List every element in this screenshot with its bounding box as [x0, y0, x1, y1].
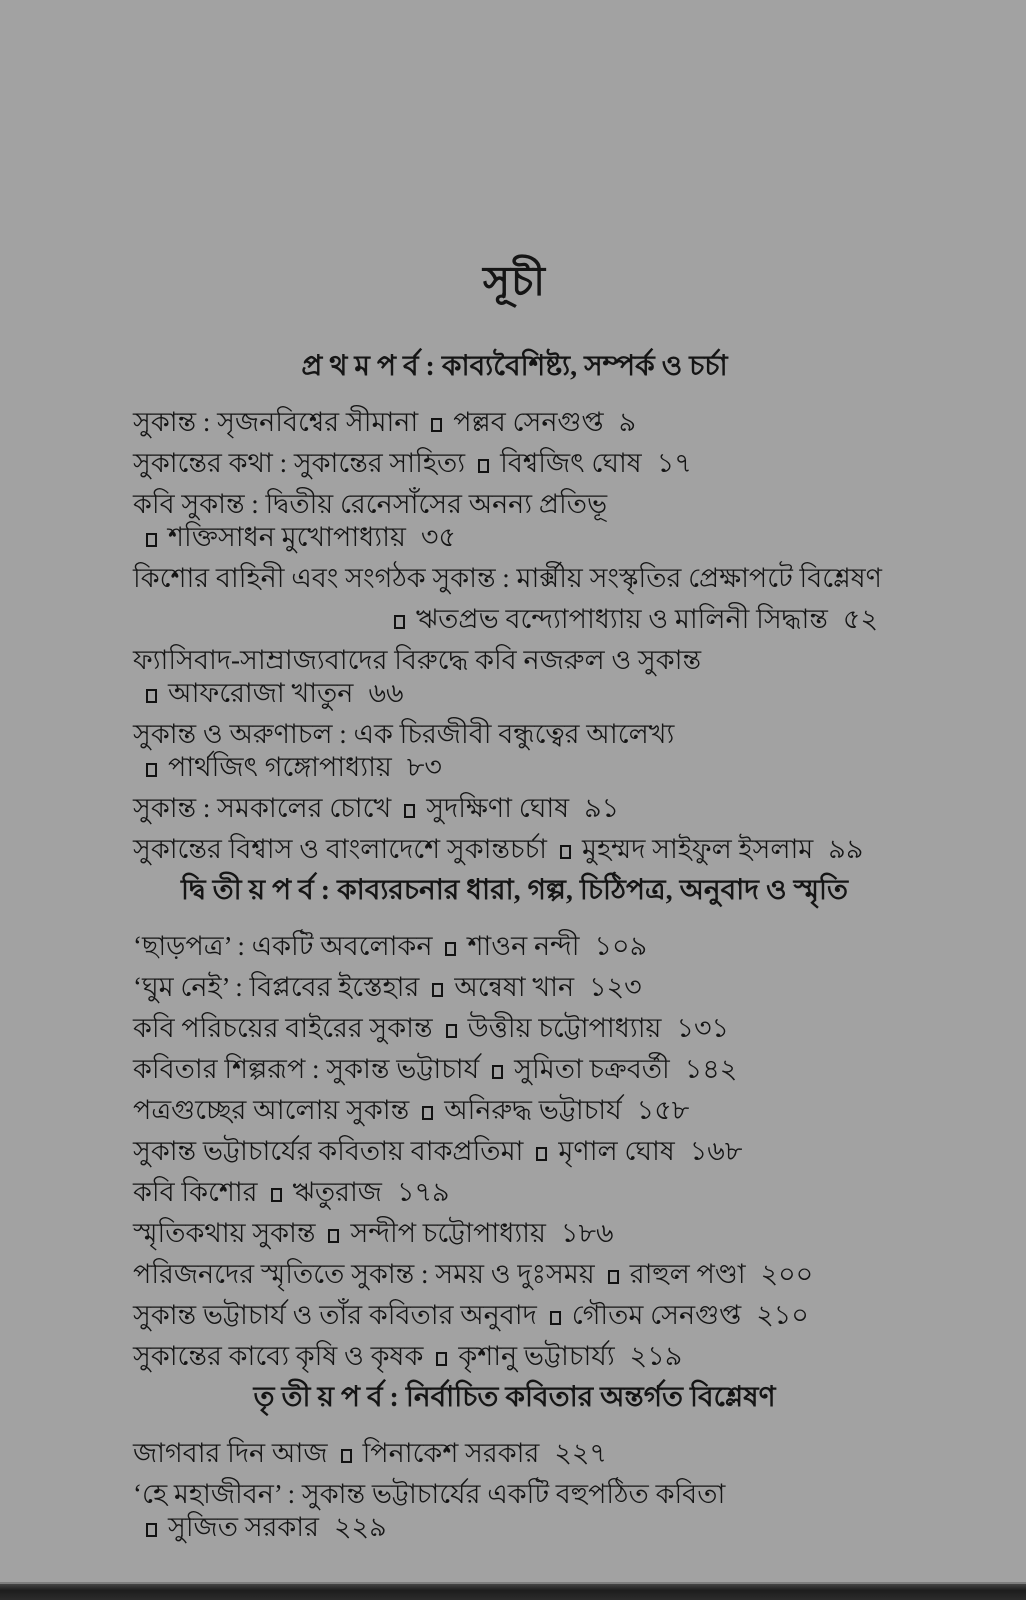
toc-content — [133, 256, 896, 1552]
toc-entry — [133, 930, 896, 963]
entry-page-number: ১৮৬ — [560, 1218, 614, 1248]
entry-page-number: ২১০ — [756, 1300, 809, 1330]
toc-entry — [133, 833, 896, 866]
toc-entry — [133, 1258, 896, 1291]
entry-page-number: ১৪২ — [684, 1054, 738, 1084]
toc-entry — [133, 1299, 896, 1332]
entry-author: সন্দীপ চট্টোপাধ্যায় — [350, 1218, 546, 1248]
toc-entry — [133, 1094, 896, 1127]
toc-section-1 — [133, 350, 896, 866]
entry-title: ফ্যাসিবাদ-সাম্রাজ্যবাদের বিরুদ্ধে কবি নজরুল ও সুকান্ত — [133, 645, 702, 675]
entry-page-number: ৯১ — [584, 793, 620, 823]
entry-author: মুহম্মদ সাইফুল ইসলাম — [582, 834, 814, 864]
entry-title: স্মৃতিকথায় সুকান্ত — [133, 1218, 316, 1248]
toc-entry — [133, 1340, 896, 1373]
square-bullet-icon — [341, 1449, 352, 1463]
section-header: প্র থ ম প র্ব : কাব্যবৈশিষ্ট্য, সম্পর্ক ও চর্চা — [301, 351, 728, 382]
entry-page-number: ১৫৮ — [636, 1095, 690, 1125]
entry-title: কিশোর বাহিনী এবং সংগঠক সুকান্ত : মার্ক্সীয় সংস্কৃতির প্রেক্ষাপটে বিশ্লেষণ — [133, 563, 882, 593]
square-bullet-icon — [560, 845, 571, 859]
entry-page-number: ২১৯ — [629, 1341, 683, 1371]
entry-author: কৃশানু ভট্টাচার্য্য — [458, 1341, 615, 1371]
entry-page-number: ১৬৮ — [689, 1136, 743, 1166]
entry-title: পরিজনদের স্মৃতিতে সুকান্ত : সময় ও দুঃসময় — [133, 1259, 595, 1289]
entry-title: সুকান্তের বিশ্বাস ও বাংলাদেশে সুকান্তচর্চা — [133, 834, 547, 864]
entry-title: সুকান্ত : সৃজনবিশ্বের সীমানা — [133, 407, 419, 437]
entry-title: সুকান্তের কথা : সুকান্তের সাহিত্য — [133, 448, 466, 478]
entry-page-number: ৮৩ — [406, 752, 442, 782]
entry-page-number: ৯ — [618, 407, 637, 437]
entry-title: সুকান্ত : সমকালের চোখে — [133, 793, 392, 823]
toc-entry — [133, 406, 896, 439]
entry-author: পিনাকেশ সরকার — [362, 1438, 540, 1468]
entry-author: শক্তিসাধন মুখোপাধ্যায় — [168, 522, 406, 552]
entry-author: সুজিত সরকার — [168, 1512, 319, 1542]
entry-title: পত্রগুচ্ছের আলোয় সুকান্ত — [133, 1095, 410, 1125]
entry-author: মৃণাল ঘোষ — [558, 1136, 675, 1166]
square-bullet-icon — [608, 1270, 619, 1284]
square-bullet-icon — [271, 1188, 282, 1202]
toc-entry — [133, 971, 896, 1004]
square-bullet-icon — [431, 418, 442, 432]
entry-page-number: ১০৯ — [594, 931, 648, 961]
entry-title: জাগবার দিন আজ — [133, 1438, 328, 1468]
entry-title: ‘হে মহাজীবন’ : সুকান্ত ভট্টাচার্যের একটি বহুপঠিত কবিতা — [133, 1479, 726, 1509]
entry-author: পল্লব সেনগুপ্ত — [453, 407, 604, 437]
square-bullet-icon — [146, 689, 157, 703]
entry-author: উত্তীয় চট্টোপাধ্যায় — [467, 1013, 662, 1043]
entry-page-number: ২২৯ — [333, 1512, 387, 1542]
entry-title: কবি পরিচয়ের বাইরের সুকান্ত — [133, 1013, 433, 1043]
toc-entry — [133, 1437, 896, 1470]
toc-entry — [133, 1053, 896, 1086]
toc-entry — [133, 447, 896, 480]
section-header: দ্বি তী য় প র্ব : কাব্যরচনার ধারা, গল্প, চিঠিপত্র, অনুবাদ ও স্মৃতি — [181, 875, 848, 906]
square-bullet-icon — [446, 1024, 457, 1038]
toc-entry — [133, 718, 896, 784]
entry-page-number: ১৭ — [656, 448, 692, 478]
toc-entry — [133, 488, 896, 554]
entry-page-number: ২২৭ — [554, 1438, 607, 1468]
toc-section-3 — [133, 1381, 896, 1544]
entry-page-number: ৬৬ — [368, 678, 404, 708]
entry-author: পার্থজিৎ গঙ্গোপাধ্যায় — [168, 752, 392, 782]
square-bullet-icon — [432, 983, 443, 997]
entry-page-number: ১৩১ — [676, 1013, 730, 1043]
square-bullet-icon — [536, 1147, 547, 1161]
entry-title: সুকান্ত ভট্টাচার্য ও তাঁর কবিতার অনুবাদ — [133, 1300, 537, 1330]
entry-author: অনিরুদ্ধ ভট্টাচার্য — [444, 1095, 622, 1125]
section-header: তৃ তী য় প র্ব : নির্বাচিত কবিতার অন্তর্গত বিশ্লেষণ — [253, 1382, 776, 1413]
entry-page-number: ১২৩ — [589, 972, 642, 1002]
entry-title: কবি সুকান্ত : দ্বিতীয় রেনেসাঁসের অনন্য প্রতিভূ — [133, 489, 608, 519]
toc-section-2 — [133, 874, 896, 1373]
square-bullet-icon — [146, 763, 157, 777]
entry-author: ঋতপ্রভ বন্দ্যোপাধ্যায় ও মালিনী সিদ্ধান্ত — [415, 604, 828, 634]
entry-title: সুকান্ত ভট্টাচার্যের কবিতায় বাকপ্রতিমা — [133, 1136, 524, 1166]
entry-page-number: ২০০ — [760, 1259, 814, 1289]
scan-edge-bar — [0, 1582, 1026, 1600]
entry-page-number: ১৭৯ — [396, 1177, 450, 1207]
square-bullet-icon — [146, 533, 157, 547]
square-bullet-icon — [445, 942, 456, 956]
toc-entry — [133, 792, 896, 825]
entry-author: বিশ্বজিৎ ঘোষ — [500, 448, 642, 478]
entry-title: কবি কিশোর — [133, 1177, 258, 1207]
square-bullet-icon — [422, 1106, 433, 1120]
toc-entry — [133, 1135, 896, 1168]
entry-page-number: ৯৯ — [828, 834, 864, 864]
square-bullet-icon — [492, 1065, 503, 1079]
page-title: সূচী — [483, 258, 546, 304]
entry-author: অন্বেষা খান — [454, 972, 575, 1002]
toc-entry — [133, 1217, 896, 1250]
square-bullet-icon — [394, 615, 405, 629]
toc-entry — [133, 644, 896, 710]
entry-title: কবিতার শিল্পরূপ : সুকান্ত ভট্টাচার্য — [133, 1054, 480, 1084]
toc-entry-wrapped — [133, 562, 896, 636]
square-bullet-icon — [328, 1229, 339, 1243]
square-bullet-icon — [404, 804, 415, 818]
entry-title: সুকান্তের কাব্যে কৃষি ও কৃষক — [133, 1341, 424, 1371]
entry-author: আফরোজা খাতুন — [168, 678, 354, 708]
entry-title: সুকান্ত ও অরুণাচল : এক চিরজীবী বন্ধুত্বের আলেখ্য — [133, 719, 675, 749]
square-bullet-icon — [436, 1352, 447, 1366]
square-bullet-icon — [478, 459, 489, 473]
entry-title: ‘ছাড়পত্র’ : একটি অবলোকন — [133, 931, 433, 961]
square-bullet-icon — [146, 1523, 157, 1537]
toc-entry — [133, 1176, 896, 1209]
toc-entry — [133, 1478, 896, 1544]
entry-author: ঋতুরাজ — [292, 1177, 382, 1207]
entry-author: রাহুল পণ্ডা — [629, 1259, 746, 1289]
entry-page-number: ৫২ — [842, 604, 878, 634]
entry-author: শাওন নন্দী — [467, 931, 580, 961]
entry-title: ‘ঘুম নেই’ : বিপ্লবের ইস্তেহার — [133, 972, 420, 1002]
entry-author: সুদক্ষিণা ঘোষ — [426, 793, 570, 823]
square-bullet-icon — [550, 1311, 561, 1325]
toc-entry — [133, 1012, 896, 1045]
entry-page-number: ৩৫ — [420, 522, 456, 552]
entry-author: সুমিতা চক্রবর্তী — [514, 1054, 670, 1084]
entry-author: গৌতম সেনগুপ্ত — [571, 1300, 742, 1330]
